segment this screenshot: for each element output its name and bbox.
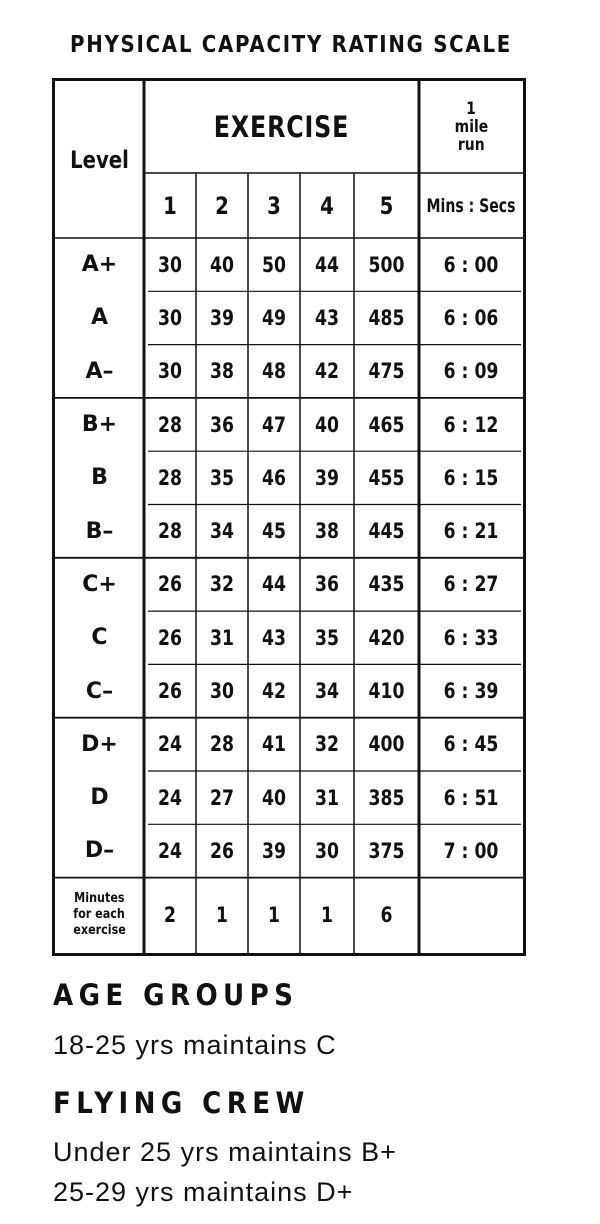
age-groups-line: 18-25 yrs maintains C [53, 1030, 337, 1060]
level-cell: A– [85, 358, 114, 384]
exercise-value-cell: 24 [158, 785, 182, 810]
exercise-value-cell: 26 [158, 625, 182, 650]
exercise-number-2: 2 [215, 191, 229, 220]
exercise-value-cell: 38 [210, 359, 234, 384]
exercise-value-cell: 39 [315, 465, 339, 490]
minutes-value-cell: 1 [268, 903, 280, 928]
exercise-value-cell: 31 [315, 785, 339, 810]
exercise-value-cell: 40 [315, 412, 339, 437]
exercise-value-cell: 34 [315, 679, 339, 704]
run-time-cell: 6 : 33 [443, 625, 499, 650]
exercise-value-cell: 24 [158, 838, 182, 863]
run-time-cell: 6 : 27 [443, 572, 499, 597]
exercise-value-cell: 32 [210, 572, 234, 597]
level-cell: A [90, 305, 109, 331]
run-time-cell: 6 : 51 [443, 785, 499, 810]
level-cell: C [91, 625, 108, 651]
exercise-value-cell: 455 [368, 465, 405, 490]
exercise-value-cell: 26 [158, 679, 182, 704]
exercise-value-cell: 44 [315, 252, 339, 277]
level-cell: B [91, 465, 108, 491]
exercise-value-cell: 35 [315, 625, 339, 650]
run-time-cell: 6 : 15 [443, 465, 499, 490]
run-time-cell: 6 : 39 [443, 679, 499, 704]
mile-run-header-line: mile [454, 117, 488, 137]
exercise-value-cell: 385 [368, 785, 405, 810]
level-cell: B– [85, 518, 114, 544]
exercise-value-cell: 43 [262, 625, 286, 650]
minutes-label-line: Minutes [74, 891, 125, 907]
exercise-value-cell: 46 [262, 465, 286, 490]
exercise-value-cell: 42 [315, 359, 339, 384]
mile-run-header-line: run [457, 135, 485, 155]
flying-crew-line-1: Under 25 yrs maintains B+ [53, 1137, 397, 1167]
exercise-value-cell: 40 [262, 785, 286, 810]
page-title: PHYSICAL CAPACITY RATING SCALE [69, 32, 513, 58]
exercise-value-cell: 41 [262, 732, 286, 757]
exercise-value-cell: 39 [210, 305, 234, 330]
exercise-value-cell: 31 [210, 625, 234, 650]
exercise-value-cell: 36 [315, 572, 339, 597]
exercise-value-cell: 39 [262, 838, 286, 863]
minutes-value-cell: 1 [216, 903, 228, 928]
mile-run-header [419, 85, 523, 169]
exercise-value-cell: 38 [315, 519, 339, 544]
exercise-value-cell: 28 [158, 519, 182, 544]
flying-crew-heading: FLYING CREW [53, 1086, 310, 1120]
run-time-cell: 6 : 45 [443, 732, 499, 757]
time-units-header: Mins : Secs [426, 194, 516, 217]
run-time-cell: 6 : 12 [443, 412, 499, 437]
level-cell: C+ [82, 571, 117, 597]
level-cell: D [90, 785, 109, 811]
level-cell: D+ [81, 731, 118, 757]
exercise-value-cell: 410 [368, 679, 405, 704]
exercise-value-cell: 44 [262, 572, 286, 597]
minutes-per-exercise-label [55, 878, 144, 953]
exercise-value-cell: 26 [210, 838, 234, 863]
exercise-value-cell: 28 [158, 465, 182, 490]
exercise-value-cell: 36 [210, 412, 234, 437]
exercise-value-cell: 34 [210, 519, 234, 544]
exercise-value-cell: 30 [210, 679, 234, 704]
exercise-value-cell: 26 [158, 572, 182, 597]
exercise-value-cell: 48 [262, 359, 286, 384]
exercise-number-5: 5 [379, 191, 394, 220]
exercise-value-cell: 485 [368, 305, 405, 330]
age-groups-heading: AGE GROUPS [53, 978, 299, 1012]
level-header: Level [70, 145, 129, 174]
exercise-value-cell: 32 [315, 732, 339, 757]
exercise-value-cell: 420 [368, 625, 405, 650]
exercise-value-cell: 435 [368, 572, 405, 597]
exercise-value-cell: 30 [158, 359, 182, 384]
minutes-value-cell: 6 [380, 903, 393, 928]
exercise-number-4: 4 [320, 191, 334, 220]
exercise-value-cell: 42 [262, 679, 286, 704]
flying-crew-line-2: 25-29 yrs maintains D+ [53, 1177, 354, 1207]
level-cell: D– [84, 838, 115, 864]
exercise-value-cell: 50 [262, 252, 286, 277]
mile-run-header-line: 1 [466, 99, 476, 119]
exercise-number-1: 1 [163, 191, 177, 220]
minutes-value-cell: 1 [321, 903, 333, 928]
exercise-value-cell: 445 [368, 519, 405, 544]
exercise-value-cell: 35 [210, 465, 234, 490]
exercise-value-cell: 24 [158, 732, 182, 757]
exercise-value-cell: 465 [368, 412, 405, 437]
minutes-value-cell: 2 [164, 903, 176, 928]
exercise-value-cell: 500 [368, 252, 405, 277]
rating-scale-table [52, 78, 526, 956]
exercise-value-cell: 30 [315, 838, 339, 863]
exercise-header: EXERCISE [213, 110, 350, 144]
run-time-cell: 7 : 00 [443, 838, 499, 863]
exercise-value-cell: 40 [210, 252, 234, 277]
exercise-number-3: 3 [267, 191, 281, 220]
exercise-value-cell: 375 [368, 838, 405, 863]
exercise-value-cell: 43 [315, 305, 339, 330]
level-cell: A+ [81, 252, 118, 278]
exercise-value-cell: 30 [158, 252, 182, 277]
exercise-value-cell: 475 [368, 359, 405, 384]
exercise-value-cell: 400 [368, 732, 405, 757]
exercise-value-cell: 45 [262, 519, 286, 544]
run-time-cell: 6 : 09 [443, 359, 499, 384]
exercise-value-cell: 27 [210, 785, 234, 810]
run-time-cell: 6 : 00 [443, 252, 499, 277]
exercise-value-cell: 30 [158, 305, 182, 330]
minutes-label-line: for each [73, 907, 126, 923]
exercise-value-cell: 28 [158, 412, 182, 437]
exercise-value-cell: 28 [210, 732, 234, 757]
minutes-label-line: exercise [73, 923, 126, 939]
exercise-value-cell: 49 [262, 305, 286, 330]
level-cell: C– [85, 678, 114, 704]
run-time-cell: 6 : 06 [443, 305, 499, 330]
exercise-value-cell: 47 [262, 412, 286, 437]
level-cell: B+ [81, 412, 118, 438]
run-time-cell: 6 : 21 [443, 519, 499, 544]
